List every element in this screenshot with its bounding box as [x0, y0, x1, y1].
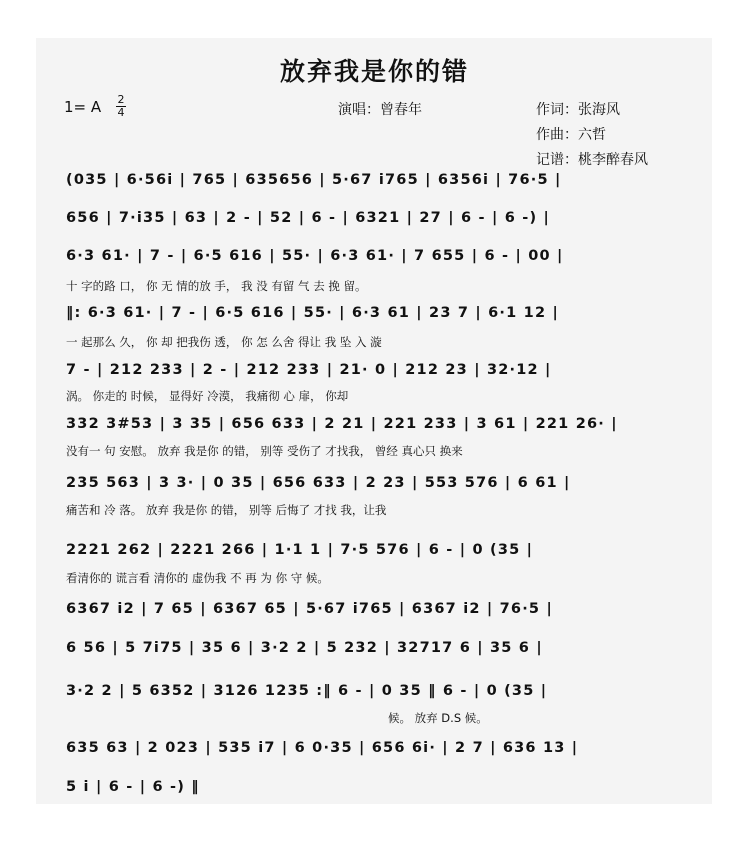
key-signature: 1= A — [64, 98, 102, 116]
lyric-line: 候。 放弃 D.S 候。 — [388, 711, 488, 725]
notation-line: ‖: 6·3 61· | 7 - | 6·5 616 | 55· | 6·3 61 | 23 7 | 6·1 12 | — [66, 305, 559, 321]
lyric-line: 没有一 句 安慰。 放弃 我是你 的错， 别等 受伤了 才找我， 曾经 真心只 换来 — [66, 444, 463, 458]
notation-line: 235 563 | 3 3· | 0 35 | 656 633 | 2 23 | 553 576 | 6 61 | — [66, 475, 571, 491]
notation-line: 656 | 7·i35 | 63 | 2 - | 52 | 6 - | 6321 | 27 | 6 - | 6 -) | — [66, 210, 551, 226]
time-signature — [116, 94, 126, 119]
notation-line: 6·3 61· | 7 - | 6·5 616 | 55· | 6·3 61· | 7 655 | 6 - | 00 | — [66, 248, 564, 264]
notation-line: 5 i | 6 - | 6 -) ‖ — [66, 779, 200, 795]
notation-line: 6 56 | 5 7i75 | 35 6 | 3·2 2 | 5 232 | 32717 6 | 35 6 | — [66, 640, 543, 656]
transcriber-credit: 记谱：桃李醉春风 — [536, 152, 648, 168]
notation-line: 635 63 | 2 023 | 535 i7 | 6 0·35 | 656 6i· | 2 7 | 636 13 | — [66, 740, 579, 756]
lyric-line: 看清你的 谎言看 清你的 虚伪我 不 再 为 你 守 候。 — [66, 571, 329, 585]
notation-line: 3·2 2 | 5 6352 | 3126 1235 :‖ 6 - | 0 35 ‖ 6 - | 0 (35 | — [66, 683, 548, 699]
lyric-line: 十 字的路 口， 你 无 情的放 手， 我 没 有留 气 去 挽 留。 — [66, 279, 367, 293]
notation-line: 7 - | 212 233 | 2 - | 212 233 | 21· 0 | 212 23 | 32·12 | — [66, 362, 552, 378]
lyric-line: 一 起那么 久， 你 却 把我伤 透， 你 怎 么舍 得让 我 坠 入 漩 — [66, 335, 382, 349]
notation-line: (035 | 6·56i | 765 | 635656 | 5·67 i765 | 6356i | 76·5 | — [66, 172, 562, 188]
composer-credit: 作曲：六哲 — [536, 127, 606, 143]
lyric-line: 涡。 你走的 时候， 显得好 冷漠， 我痛彻 心 扉， 你却 — [66, 389, 349, 403]
time-signature-top: 2 — [117, 93, 125, 106]
singer-credit: 演唱：曾春年 — [338, 102, 422, 118]
lyricist-credit: 作词：张海风 — [536, 102, 620, 118]
notation-line: 332 3#53 | 3 35 | 656 633 | 2 21 | 221 233 | 3 61 | 221 26· | — [66, 416, 618, 432]
time-signature-bottom: 4 — [117, 106, 125, 119]
lyric-line: 痛苦和 冷 落。 放弃 我是你 的错， 别等 后悔了 才找 我，让我 — [66, 503, 387, 517]
notation-line: 2221 262 | 2221 266 | 1·1 1 | 7·5 576 | 6 - | 0 (35 | — [66, 542, 534, 558]
song-title: 放弃我是你的错 — [279, 57, 469, 86]
notation-line: 6367 i2 | 7 65 | 6367 65 | 5·67 i765 | 6367 i2 | 76·5 | — [66, 601, 553, 617]
